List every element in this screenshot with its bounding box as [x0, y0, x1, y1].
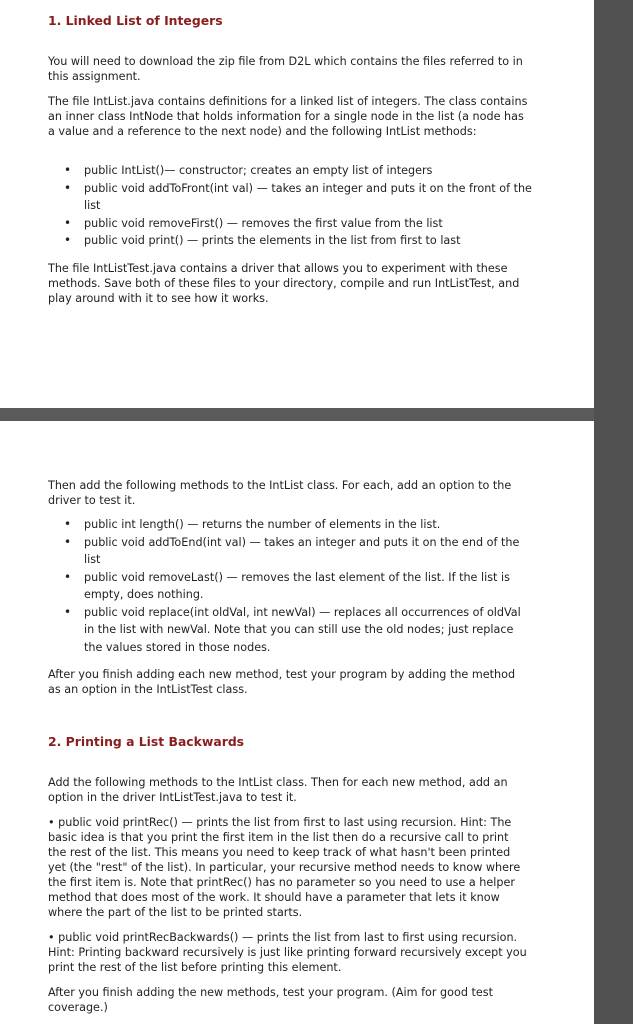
intlist-methods-list: [64, 162, 534, 250]
list-item: • public IntList()— constructor; creates an empty list of integers: [64, 162, 534, 180]
list-item: • public void replace(int oldVal, int newVal) — replaces all occurrences of oldVal in the list with newVal. Note that you can still use the old nodes; just replace the values stored in those nodes.: [64, 604, 521, 654]
viewer-side-panel: [594, 0, 633, 1024]
document-page-1: [0, 0, 594, 408]
add-methods-intro: Then add the following methods to the IntList class. For each, add an option to the driver to test it.: [48, 479, 512, 507]
section-heading-printing-backwards: 2. Printing a List Backwards: [48, 734, 245, 749]
section-heading-linked-list: 1. Linked List of Integers: [48, 13, 223, 28]
driver-paragraph: The file IntListTest.java contains a driver that allows you to experiment with these methods. Save both of these files to your directory, compile and run IntListTest, and play around with it to see how it works.: [48, 262, 520, 305]
list-item: • public int length() — returns the number of elements in the list.: [64, 516, 534, 534]
list-item: • public void print() — prints the elements in the list from first to last: [64, 232, 534, 250]
after-adding-paragraph: After you finish adding each new method, test your program by adding the method as an option in the IntListTest class.: [48, 668, 516, 696]
bullet-icon: •: [64, 163, 72, 177]
bullet-icon: •: [64, 215, 72, 230]
list-item: • public void addToFront(int val) — takes an integer and puts it on the front of the list: [64, 180, 532, 212]
bullet-icon: •: [64, 233, 72, 247]
printrec-paragraph: • public void printRec() — prints the list from first to last using recursion. Hint: The basic idea is that you print the first item in the list then do a recursive call to print the rest of the list. This means you need to keep track of what hasn't been printed yet (the "rest" of the list). In particular, your recursive method needs to know where the first item is. Note that printRec() has no parameter so you need to use a helper method that does most of the work. It should have a parameter that lets it know where the part of the list to be printed starts.: [48, 816, 521, 919]
list-item: • public void removeLast() — removes the last element of the list. If the list is empty, does nothing.: [64, 569, 510, 601]
list-item: • public void addToEnd(int val) — takes an integer and puts it on the end of the list: [64, 534, 520, 566]
bullet-icon: •: [64, 180, 72, 195]
document-page-2: [0, 421, 594, 1024]
bullet-icon: •: [64, 517, 72, 531]
printrecbackwards-paragraph: • public void printRecBackwards() — prints the list from last to first using recursion. Hint: Printing backward recursively is just like printing forward recursively except you print the rest of the list before printing this element.: [48, 931, 527, 974]
add-recursive-methods-paragraph: Add the following methods to the IntList class. Then for each new method, add an option in the driver IntListTest.java to test it.: [48, 776, 508, 804]
new-methods-list: [64, 516, 534, 656]
final-test-paragraph: After you finish adding the new methods, test your program. (Aim for good test coverage.): [48, 986, 493, 1014]
intlist-description-paragraph: The file IntList.java contains definitions for a linked list of integers. The class contains an inner class IntNode that holds information for a single node in the list (a node has a value and a reference to the next node) and the following IntList methods:: [48, 95, 528, 138]
bullet-icon: •: [64, 569, 72, 584]
intro-paragraph: You will need to download the zip file from D2L which contains the files referred to in this assignment.: [48, 55, 523, 83]
bullet-icon: •: [64, 534, 72, 549]
list-item: • public void removeFirst() — removes the first value from the list: [64, 215, 534, 233]
bullet-icon: •: [64, 604, 72, 619]
